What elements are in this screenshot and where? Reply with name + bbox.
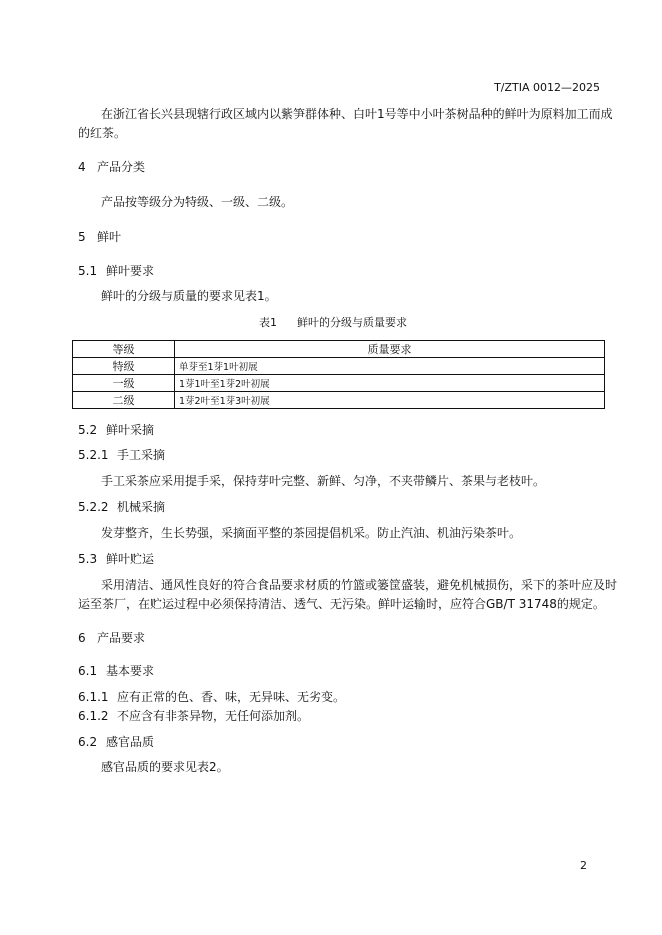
- section-5-3-number: 5.3: [78, 552, 98, 566]
- document-id: T/ZTIA 0012—2025: [494, 81, 600, 94]
- section-6-2-title: 感官品质: [106, 735, 155, 749]
- table-cell-grade: 二级: [73, 392, 175, 409]
- table-cell-quality: 单芽至1芽1叶初展: [175, 358, 605, 375]
- section-5-3-line-2: 运至茶厂，在贮运过程中必须保持清洁、透气、无污染。鲜叶运输时，应符合GB/T 31748的规定。: [78, 597, 605, 611]
- section-6-1-number: 6.1: [78, 664, 98, 678]
- section-5-1-title: 鲜叶要求: [106, 264, 155, 278]
- section-5-1-body: 鲜叶的分级与质量的要求见表1。: [101, 289, 277, 303]
- section-6-2-body: 感官品质的要求见表2。: [101, 760, 229, 774]
- intro-line-2: 的红茶。: [78, 126, 127, 140]
- table-header-quality: 质量要求: [175, 341, 605, 358]
- section-6-title: 产品要求: [97, 631, 146, 645]
- section-5-2-2-body: 发芽整齐，生长势强，采摘面平整的茶园提倡机采。防止汽油、机油污染茶叶。: [101, 526, 522, 540]
- section-6-1-2-number: 6.1.2: [78, 709, 109, 723]
- section-6-1-1-number: 6.1.1: [78, 690, 109, 704]
- section-5-2-2-number: 5.2.2: [78, 500, 109, 514]
- section-5-3-line-1: 采用清洁、通风性良好的符合食品要求材质的竹篮或篓筐盛装，避免机械损伤，采下的茶叶应及时: [101, 578, 618, 592]
- section-5-number: 5: [78, 230, 86, 244]
- section-5-2-title: 鲜叶采摘: [106, 423, 155, 437]
- section-5-2-1-title: 手工采摘: [117, 448, 166, 462]
- section-4-title: 产品分类: [97, 160, 146, 174]
- intro-line-1: 在浙江省长兴县现辖行政区域内以紫笋群体种、白叶1号等中小叶茶树品种的鲜叶为原料加工而成: [101, 107, 613, 121]
- table-row: [73, 375, 605, 392]
- section-5-2-1-number: 5.2.1: [78, 448, 109, 462]
- section-5-2-1-body: 手工采茶应采用提手采，保持芽叶完整、新鲜、匀净，不夹带鳞片、茶果与老枝叶。: [101, 474, 546, 488]
- section-5-1-number: 5.1: [78, 264, 98, 278]
- table-header-grade: 等级: [73, 341, 175, 358]
- section-6-1-2-text: 不应含有非茶异物，无任何添加剂。: [117, 709, 310, 723]
- section-4-number: 4: [78, 160, 86, 174]
- section-6-1-title: 基本要求: [106, 664, 155, 678]
- table-header-row: [73, 341, 605, 358]
- table-cell-quality: 1芽1叶至1芽2叶初展: [175, 375, 605, 392]
- table-row: [73, 392, 605, 409]
- table-1-caption-number: 表1: [259, 316, 277, 329]
- table-cell-grade: 特级: [73, 358, 175, 375]
- section-5-2-2-title: 机械采摘: [117, 500, 166, 514]
- table-cell-quality: 1芽2叶至1芽3叶初展: [175, 392, 605, 409]
- section-6-number: 6: [78, 631, 86, 645]
- section-5-2-number: 5.2: [78, 423, 98, 437]
- table-cell-grade: 一级: [73, 375, 175, 392]
- section-6-2-number: 6.2: [78, 735, 98, 749]
- page-number: 2: [580, 859, 587, 872]
- section-5-3-title: 鲜叶贮运: [106, 552, 155, 566]
- section-6-1-1-text: 应有正常的色、香、味，无异味、无劣变。: [117, 690, 346, 704]
- section-5-title: 鲜叶: [97, 230, 122, 244]
- table-1-caption-title: 鲜叶的分级与质量要求: [297, 316, 407, 329]
- table-row: [73, 358, 605, 375]
- section-4-body: 产品按等级分为特级、一级、二级。: [101, 195, 294, 209]
- table-1: [72, 340, 605, 409]
